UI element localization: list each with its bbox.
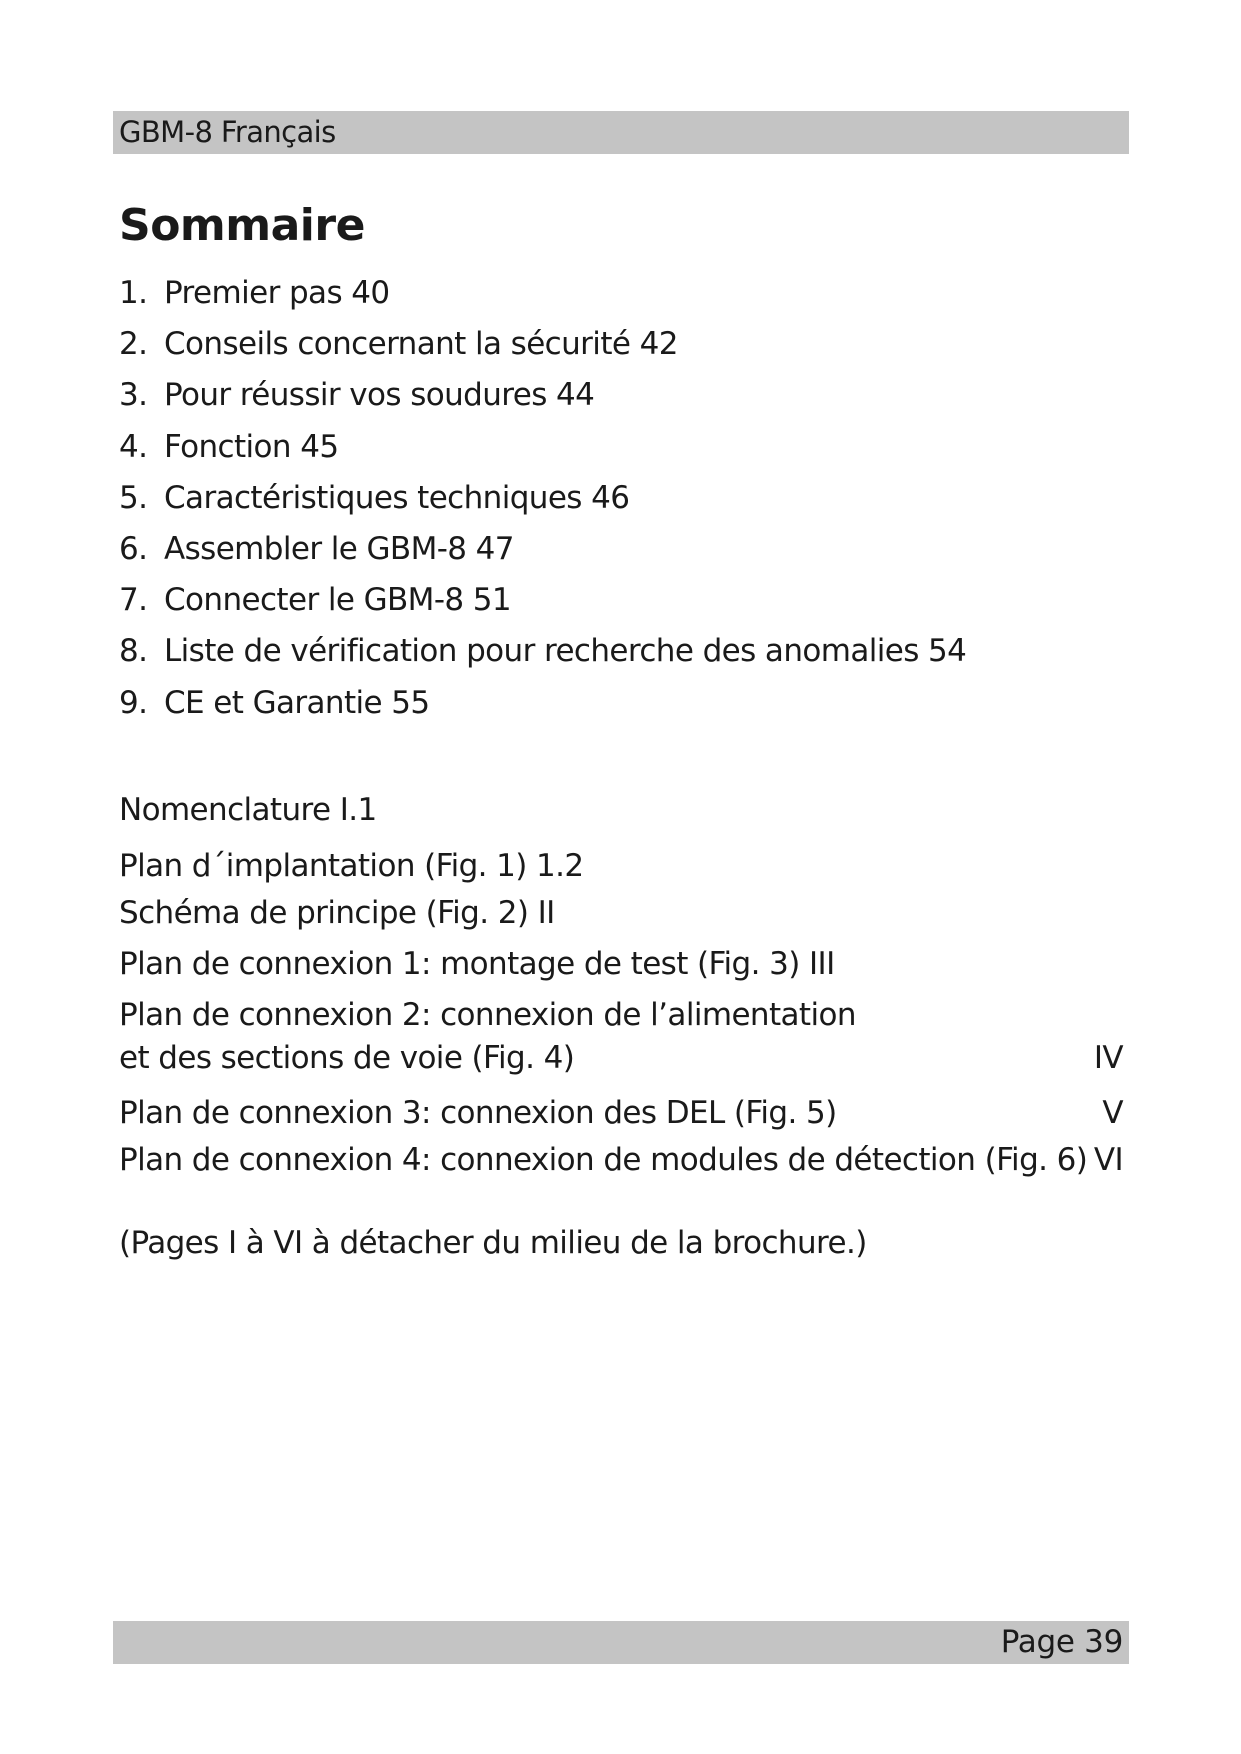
- toc-item: [119, 422, 966, 473]
- annex-schema-principe: Schéma de principe (Fig. 2) II: [119, 895, 555, 931]
- toc-number: 5.: [119, 479, 148, 516]
- toc-entry: Pour réussir vos soudures 44: [164, 377, 595, 414]
- toc-number: 7.: [119, 582, 148, 619]
- toc-entry: Caractéristiques techniques 46: [164, 479, 630, 516]
- annex-plan-connexion-4: Plan de connexion 4: connexion de modules de détection (Fig. 6): [119, 1142, 1088, 1178]
- annex-nomenclature: Nomenclature I.1: [119, 792, 377, 828]
- annex-plan-connexion-2-line2: et des sections de voie (Fig. 4): [119, 1040, 575, 1076]
- toc-item: [119, 524, 966, 575]
- annex-plan-connexion-4-row: [119, 1140, 1129, 1180]
- toc-number: 2.: [119, 326, 148, 363]
- toc-number: 9.: [119, 684, 148, 721]
- page-title: Sommaire: [119, 200, 365, 251]
- page-header: [113, 111, 1129, 154]
- toc-entry: Fonction 45: [164, 428, 339, 465]
- toc-item: [119, 473, 966, 524]
- toc-entry: Liste de vérification pour recherche des anomalies 54: [164, 633, 967, 670]
- toc-number: 1.: [119, 275, 148, 311]
- annex-plan-connexion-2-row: [119, 1038, 1129, 1078]
- annex-plan-connexion-1: Plan de connexion 1: montage de test (Fig. 3) III: [119, 946, 835, 982]
- toc-item: [119, 678, 966, 729]
- annex-page-ref: IV: [1093, 1040, 1123, 1076]
- header-label: GBM-8 Français: [119, 115, 336, 149]
- annex-page-ref: VI: [1093, 1142, 1123, 1178]
- annex-plan-connexion-3-row: [119, 1093, 1129, 1133]
- toc-item: [119, 319, 966, 370]
- table-of-contents: [119, 268, 966, 729]
- toc-item: [119, 626, 966, 677]
- annex-plan-connexion-2-line1: Plan de connexion 2: connexion de l’alimentation: [119, 997, 856, 1033]
- toc-number: 6.: [119, 530, 148, 567]
- toc-number: 4.: [119, 428, 148, 465]
- page-footer: [113, 1621, 1129, 1664]
- toc-entry: Conseils concernant la sécurité 42: [164, 326, 678, 363]
- toc-entry: Premier pas 40: [164, 275, 390, 311]
- toc-number: 3.: [119, 377, 148, 414]
- annex-plan-implantation: Plan d´implantation (Fig. 1) 1.2: [119, 848, 584, 884]
- toc-entry: Connecter le GBM-8 51: [164, 582, 512, 619]
- page-number: Page 39: [1000, 1624, 1123, 1660]
- annex-page-ref: V: [1102, 1095, 1123, 1131]
- toc-item: [119, 268, 966, 319]
- annex-note: (Pages I à VI à détacher du milieu de la brochure.): [119, 1225, 867, 1261]
- toc-number: 8.: [119, 633, 148, 670]
- toc-item: [119, 370, 966, 421]
- annex-plan-connexion-3: Plan de connexion 3: connexion des DEL (Fig. 5): [119, 1095, 837, 1131]
- toc-item: [119, 575, 966, 626]
- toc-entry: Assembler le GBM-8 47: [164, 530, 514, 567]
- toc-entry: CE et Garantie 55: [164, 684, 430, 721]
